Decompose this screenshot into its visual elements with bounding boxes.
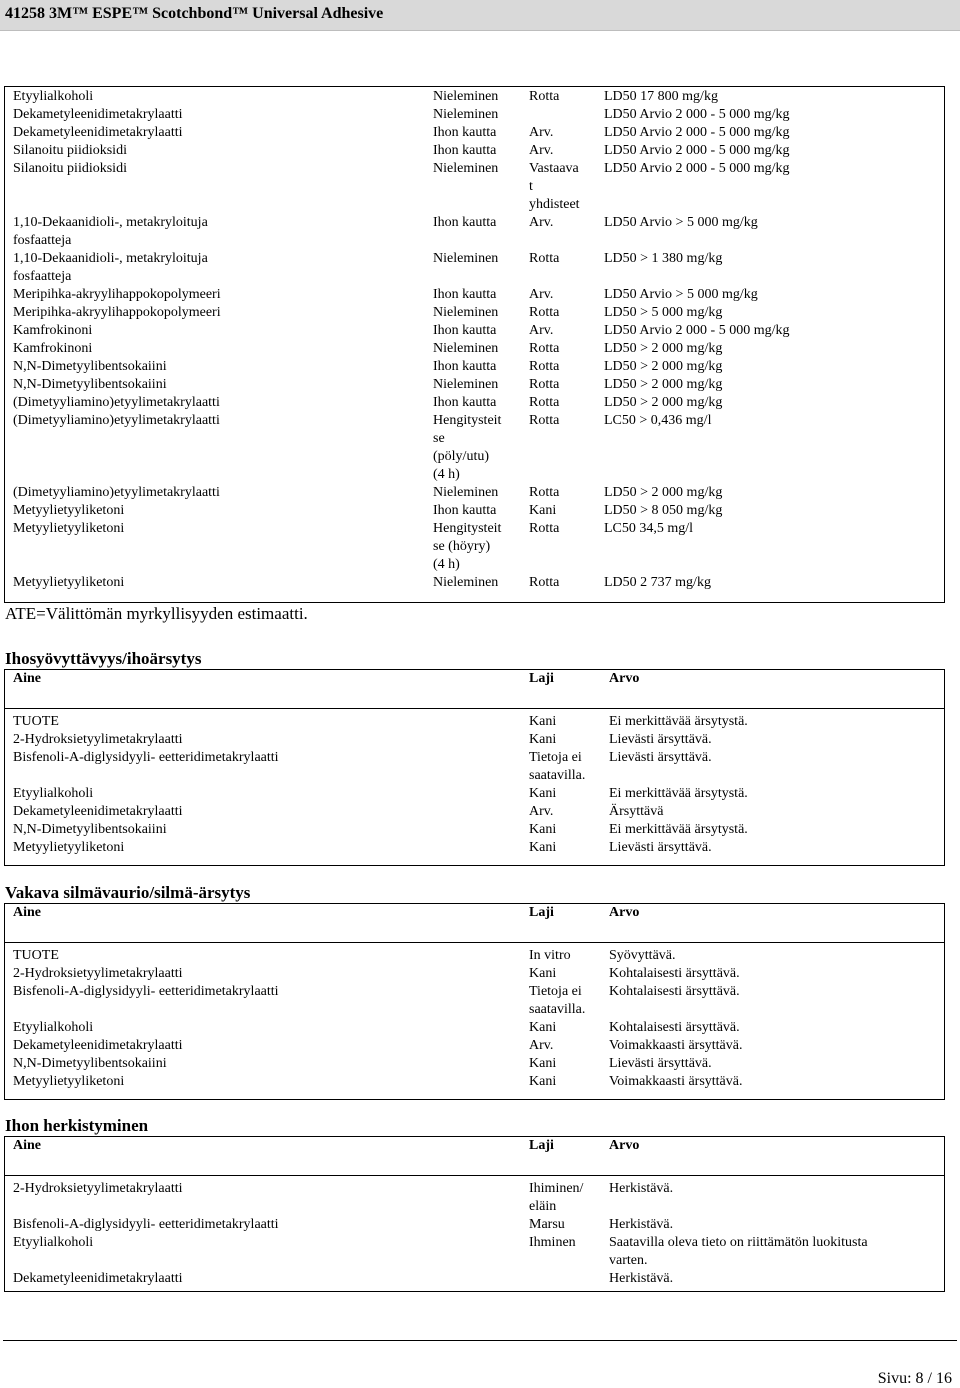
species-cell: Rotta [529, 395, 560, 410]
substance-cell: Metyylietyyliketoni [13, 575, 125, 590]
table-row [5, 785, 944, 803]
table-row [5, 214, 944, 250]
substance-cell: Dekametyleenidimetakrylaatti [13, 804, 183, 819]
substance-cell: (Dimetyyliamino)etyylimetakrylaatti [13, 413, 220, 428]
table-row [5, 124, 944, 142]
species-cell: Rotta [529, 251, 560, 266]
value-cell: LD50 Arvio 2 000 - 5 000 mg/kg [604, 323, 790, 338]
eye-irritation-table [4, 903, 945, 1100]
table-row [5, 1019, 944, 1037]
species-cell: Kani [529, 714, 557, 729]
species-cell: Tietoja ei saatavilla. [529, 984, 586, 1017]
species-cell: Arv. [529, 287, 554, 302]
table-row [5, 965, 944, 983]
value-cell: LD50 > 2 000 mg/kg [604, 359, 723, 374]
table-row [5, 1180, 944, 1216]
substance-cell: (Dimetyyliamino)etyylimetakrylaatti [13, 485, 220, 500]
species-cell: Ihiminen/ eläin [529, 1181, 584, 1214]
value-cell: Kohtalaisesti ärsyttävä. [609, 984, 740, 999]
value-cell: Herkistävä. [609, 1217, 674, 1232]
table-row [5, 376, 944, 394]
substance-cell: Etyylialkoholi [13, 786, 94, 801]
route-cell: Hengitysteit se (pöly/utu) (4 h) [433, 413, 502, 482]
value-cell: Herkistävä. [609, 1271, 674, 1286]
value-cell: Kohtalaisesti ärsyttävä. [609, 966, 740, 981]
route-cell: Ihon kautta [433, 143, 497, 158]
substance-cell: (Dimetyyliamino)etyylimetakrylaatti [13, 395, 220, 410]
species-cell: Kani [529, 1074, 557, 1089]
value-cell: LC50 > 0,436 mg/l [604, 413, 712, 428]
substance-cell: 2-Hydroksietyylimetakrylaatti [13, 732, 183, 747]
route-cell: Nieleminen [433, 161, 499, 176]
value-cell: Ärsyttävä [609, 804, 664, 819]
substance-cell: Silanoitu piidioksidi [13, 161, 127, 176]
acute-toxicity-table [4, 86, 945, 603]
value-cell: LD50 Arvio 2 000 - 5 000 mg/kg [604, 107, 790, 122]
table-row [5, 142, 944, 160]
table-row [5, 322, 944, 340]
substance-cell: Kamfrokinoni [13, 323, 93, 338]
substance-cell: TUOTE [13, 948, 59, 963]
substance-cell: Silanoitu piidioksidi [13, 143, 127, 158]
ate-note: ATE=Välittömän myrkyllisyyden estimaatti. [5, 604, 308, 623]
substance-cell: Kamfrokinoni [13, 341, 93, 356]
substance-cell: Bisfenoli-A-diglysidyyli- eetteridimetakrylaatti [13, 1217, 279, 1232]
table-row [5, 731, 944, 749]
section-title-eye-irritation: Vakava silmävaurio/silmä-ärsytys [5, 883, 251, 902]
skin-sensitisation-table [4, 1136, 945, 1292]
route-cell: Ihon kautta [433, 359, 497, 374]
species-cell: Kani [529, 1056, 557, 1071]
table-header-row [5, 670, 944, 709]
species-cell: Arv. [529, 215, 554, 230]
value-cell: LD50 Arvio 2 000 - 5 000 mg/kg [604, 161, 790, 176]
substance-cell: Etyylialkoholi [13, 1235, 94, 1250]
header-value: Arvo [609, 905, 640, 920]
species-cell: Rotta [529, 413, 560, 428]
table-row [5, 1216, 944, 1234]
value-cell: Kohtalaisesti ärsyttävä. [609, 1020, 740, 1035]
route-cell: Ihon kautta [433, 395, 497, 410]
species-cell: Arv. [529, 804, 554, 819]
header-species: Laji [529, 905, 554, 920]
substance-cell: 2-Hydroksietyylimetakrylaatti [13, 966, 183, 981]
substance-cell: Dekametyleenidimetakrylaatti [13, 1038, 183, 1053]
value-cell: LD50 > 5 000 mg/kg [604, 305, 723, 320]
species-cell: Vastaava t yhdisteet [529, 161, 580, 212]
header-substance: Aine [13, 1138, 41, 1153]
page-number: Sivu: 8 / 16 [877, 1370, 952, 1387]
value-cell: Lievästi ärsyttävä. [609, 750, 712, 765]
species-cell: Rotta [529, 359, 560, 374]
table-row [5, 1073, 944, 1091]
value-cell: LC50 34,5 mg/l [604, 521, 694, 536]
route-cell: Nieleminen [433, 305, 499, 320]
species-cell: Tietoja ei saatavilla. [529, 750, 586, 783]
substance-cell: 1,10-Dekaanidioli-, metakryloituja fosfaatteja [13, 251, 208, 284]
route-cell: Ihon kautta [433, 323, 497, 338]
table-row [5, 160, 944, 214]
substance-cell: Metyylietyyliketoni [13, 840, 125, 855]
value-cell: LD50 Arvio 2 000 - 5 000 mg/kg [604, 125, 790, 140]
table-row [5, 1055, 944, 1073]
species-cell: Arv. [529, 125, 554, 140]
document-header [0, 0, 960, 31]
table-row [5, 983, 944, 1019]
value-cell: LD50 > 2 000 mg/kg [604, 485, 723, 500]
route-cell: Ihon kautta [433, 503, 497, 518]
table-row [5, 286, 944, 304]
species-cell: Kani [529, 732, 557, 747]
substance-cell: Etyylialkoholi [13, 1020, 94, 1035]
table-row [5, 520, 944, 574]
substance-cell: Dekametyleenidimetakrylaatti [13, 125, 183, 140]
value-cell: Lievästi ärsyttävä. [609, 840, 712, 855]
value-cell: LD50 Arvio 2 000 - 5 000 mg/kg [604, 143, 790, 158]
table-row [5, 412, 944, 484]
table-row [5, 1234, 944, 1270]
route-cell: Nieleminen [433, 377, 499, 392]
species-cell: Arv. [529, 143, 554, 158]
substance-cell: Meripihka-akryylihappokopolymeeri [13, 287, 221, 302]
route-cell: Hengitysteit se (höyry) (4 h) [433, 521, 502, 572]
species-cell [521, 1270, 601, 1288]
route-cell: Ihon kautta [433, 215, 497, 230]
value-cell: Syövyttävä. [609, 948, 676, 963]
footer-divider [3, 1340, 957, 1341]
header-substance: Aine [13, 671, 41, 686]
value-cell: LD50 Arvio > 5 000 mg/kg [604, 215, 758, 230]
route-cell: Nieleminen [433, 89, 499, 104]
table-row [5, 484, 944, 502]
substance-cell: Dekametyleenidimetakrylaatti [13, 107, 183, 122]
value-cell: LD50 2 737 mg/kg [604, 575, 711, 590]
table-row [5, 394, 944, 412]
species-cell: Rotta [529, 485, 560, 500]
substance-cell: Etyylialkoholi [13, 89, 94, 104]
species-cell: Rotta [529, 575, 560, 590]
document-title: 41258 3M™ ESPE™ Scotchbond™ Universal Adhesive [5, 5, 384, 22]
value-cell: LD50 Arvio > 5 000 mg/kg [604, 287, 758, 302]
species-cell: Rotta [529, 341, 560, 356]
section-title-skin-irritation: Ihosyövyttävyys/ihoärsytys [5, 649, 202, 668]
route-cell: Nieleminen [433, 341, 499, 356]
table-row [5, 947, 944, 965]
species-cell: Kani [529, 1020, 557, 1035]
species-cell: Ihminen [529, 1235, 576, 1250]
header-species: Laji [529, 671, 554, 686]
table-row [5, 250, 944, 286]
table-row [5, 1270, 944, 1288]
table-header-row [5, 1137, 944, 1176]
value-cell: Herkistävä. [609, 1181, 674, 1196]
table-row [5, 340, 944, 358]
route-cell: Nieleminen [433, 575, 499, 590]
substance-cell: TUOTE [13, 714, 59, 729]
species-cell: Rotta [529, 377, 560, 392]
value-cell: LD50 > 8 050 mg/kg [604, 503, 723, 518]
route-cell: Nieleminen [433, 251, 499, 266]
species-cell: Kani [529, 822, 557, 837]
value-cell: Voimakkaasti ärsyttävä. [609, 1074, 743, 1089]
species-cell: Kani [529, 503, 557, 518]
species-cell: Rotta [529, 305, 560, 320]
table-row [5, 574, 944, 592]
header-species: Laji [529, 1138, 554, 1153]
value-cell: LD50 17 800 mg/kg [604, 89, 718, 104]
table-row [5, 749, 944, 785]
substance-cell: Dekametyleenidimetakrylaatti [13, 1271, 183, 1286]
table-row [5, 304, 944, 322]
substance-cell: Bisfenoli-A-diglysidyyli- eetteridimetakrylaatti [13, 984, 279, 999]
substance-cell: Metyylietyyliketoni [13, 503, 125, 518]
species-cell: Arv. [529, 323, 554, 338]
value-cell: LD50 > 2 000 mg/kg [604, 341, 723, 356]
value-cell: LD50 > 1 380 mg/kg [604, 251, 723, 266]
species-cell: In vitro [529, 948, 571, 963]
value-cell: LD50 > 2 000 mg/kg [604, 377, 723, 392]
substance-cell: Metyylietyyliketoni [13, 1074, 125, 1089]
species-cell: Kani [529, 786, 557, 801]
table-row [5, 88, 944, 106]
substance-cell: Bisfenoli-A-diglysidyyli- eetteridimetakrylaatti [13, 750, 279, 765]
substance-cell: Metyylietyyliketoni [13, 521, 125, 536]
table-row [5, 106, 944, 124]
species-cell [521, 106, 596, 124]
table-row [5, 713, 944, 731]
substance-cell: 1,10-Dekaanidioli-, metakryloituja fosfaatteja [13, 215, 208, 248]
table-header-row [5, 904, 944, 943]
table-row [5, 821, 944, 839]
table-row [5, 839, 944, 857]
route-cell: Nieleminen [433, 107, 499, 122]
value-cell: LD50 > 2 000 mg/kg [604, 395, 723, 410]
substance-cell: N,N-Dimetyylibentsokaiini [13, 1056, 167, 1071]
value-cell: Lievästi ärsyttävä. [609, 732, 712, 747]
species-cell: Kani [529, 966, 557, 981]
table-row [5, 358, 944, 376]
species-cell: Rotta [529, 521, 560, 536]
value-cell: Saatavilla oleva tieto on riittämätön luokitusta varten. [609, 1235, 868, 1268]
species-cell: Rotta [529, 89, 560, 104]
substance-cell: N,N-Dimetyylibentsokaiini [13, 359, 167, 374]
section-title-skin-sensitisation: Ihon herkistyminen [5, 1116, 149, 1135]
header-value: Arvo [609, 671, 640, 686]
value-cell: Ei merkittävää ärsytystä. [609, 786, 748, 801]
value-cell: Ei merkittävää ärsytystä. [609, 714, 748, 729]
substance-cell: 2-Hydroksietyylimetakrylaatti [13, 1181, 183, 1196]
substance-cell: Meripihka-akryylihappokopolymeeri [13, 305, 221, 320]
route-cell: Nieleminen [433, 485, 499, 500]
table-row [5, 502, 944, 520]
header-value: Arvo [609, 1138, 640, 1153]
species-cell: Arv. [529, 1038, 554, 1053]
substance-cell: N,N-Dimetyylibentsokaiini [13, 377, 167, 392]
header-substance: Aine [13, 905, 41, 920]
table-row [5, 803, 944, 821]
value-cell: Lievästi ärsyttävä. [609, 1056, 712, 1071]
species-cell: Kani [529, 840, 557, 855]
substance-cell: N,N-Dimetyylibentsokaiini [13, 822, 167, 837]
route-cell: Ihon kautta [433, 125, 497, 140]
species-cell: Marsu [529, 1217, 565, 1232]
route-cell: Ihon kautta [433, 287, 497, 302]
table-row [5, 1037, 944, 1055]
value-cell: Voimakkaasti ärsyttävä. [609, 1038, 743, 1053]
skin-irritation-table [4, 669, 945, 866]
value-cell: Ei merkittävää ärsytystä. [609, 822, 748, 837]
